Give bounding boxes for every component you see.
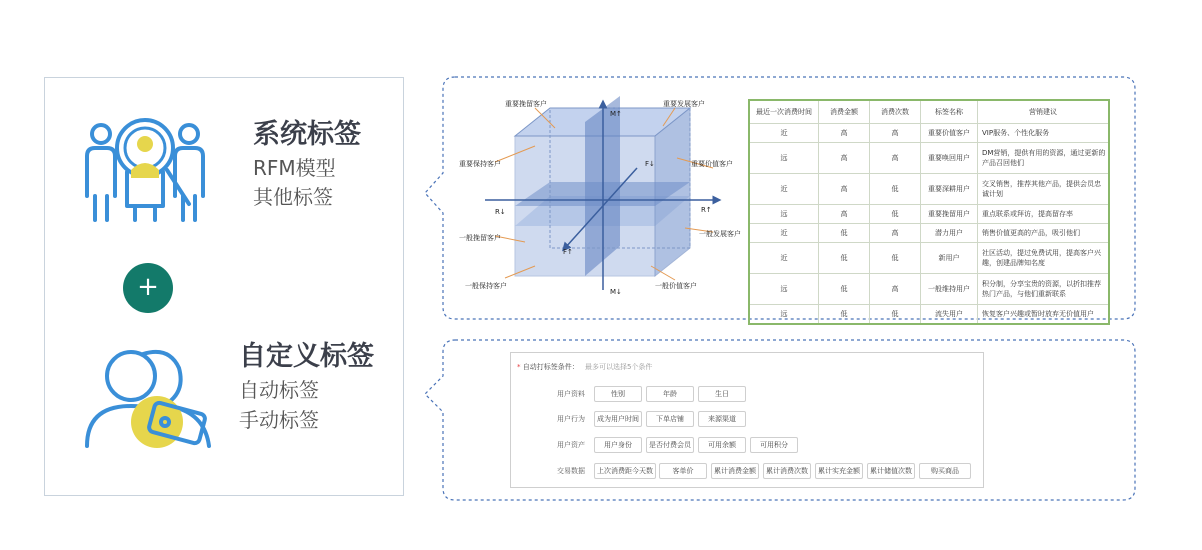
table-row [749,305,1109,325]
axis-f-down: F↑ [563,248,573,256]
table-row [749,143,1109,174]
table-row [749,243,1109,274]
group-label: 交易数据 [557,467,585,475]
segment-label: 一般保持客户 [465,282,507,290]
cell-recency: 近 [749,243,819,274]
column-header: 最近一次消费时间 [749,100,819,124]
cell-recency: 近 [749,224,819,243]
cell-tag-name: 一般维持用户 [921,274,978,305]
cell-monetary: 高 [819,174,870,205]
condition-chip[interactable]: 是否付费会员 [646,437,694,453]
condition-chip[interactable]: 来源渠道 [698,411,746,427]
cell-recency: 远 [749,143,819,174]
form-title: 自动打标签条件： [522,363,579,371]
cell-monetary: 低 [819,243,870,274]
cell-frequency: 低 [870,174,921,205]
rfm-cube-diagram [455,96,745,302]
condition-chip[interactable]: 可用余额 [698,437,746,453]
condition-chip[interactable]: 成为用户时间 [594,411,642,427]
plus-icon: + [123,263,173,313]
cell-recency: 近 [749,174,819,205]
system-tag-rfm: RFM模型 [253,156,336,180]
segment-label: 一般价值客户 [655,282,697,290]
column-header: 消费金额 [819,100,870,124]
segment-label: 重要保持客户 [459,160,501,168]
axis-m-down: M↓ [610,288,622,296]
segment-label: 重要挽留客户 [505,100,547,108]
rfm-table [748,99,1110,325]
cell-suggestion: 销售价值更高的产品，吸引他们 [978,224,1110,243]
group-label: 用户资产 [557,441,585,449]
condition-chip[interactable]: 可用积分 [750,437,798,453]
condition-chip[interactable]: 购买商品 [919,463,971,479]
axis-r-left: R↓ [495,208,506,216]
column-header: 消费次数 [870,100,921,124]
cell-monetary: 高 [819,205,870,224]
cell-monetary: 高 [819,143,870,174]
column-header: 标签名称 [921,100,978,124]
axis-m-up: M↑ [610,110,622,118]
cell-tag-name: 重要唤回用户 [921,143,978,174]
cell-recency: 近 [749,124,819,143]
cell-tag-name: 潜力用户 [921,224,978,243]
group-label: 用户资料 [557,390,585,398]
cell-tag-name: 重要价值客户 [921,124,978,143]
cell-frequency: 高 [870,124,921,143]
tag-types-card [44,77,404,496]
system-tag-other: 其他标签 [253,185,333,209]
segment-label: 重要价值客户 [691,160,733,168]
group-label: 用户行为 [557,415,585,423]
cell-recency: 远 [749,305,819,325]
form-hint: 最多可以选择5个条件 [584,363,653,371]
cell-monetary: 高 [819,124,870,143]
table-row [749,205,1109,224]
cell-tag-name: 流失用户 [921,305,978,325]
cell-recency: 远 [749,205,819,224]
cell-frequency: 高 [870,274,921,305]
required-mark: * [517,363,521,371]
system-tags-title: 系统标签 [253,119,361,150]
condition-chip[interactable]: 用户身份 [594,437,642,453]
cell-suggestion: 社区活动，提过免费试用，提高客户兴趣，创建品牌知名度 [978,243,1110,274]
cell-tag-name: 重要挽留用户 [921,205,978,224]
cell-tag-name: 新用户 [921,243,978,274]
cell-monetary: 低 [819,274,870,305]
table-row [749,124,1109,143]
condition-chip[interactable]: 下单店铺 [646,411,694,427]
table-row [749,224,1109,243]
cell-monetary: 低 [819,224,870,243]
custom-tag-manual: 手动标签 [239,408,319,432]
condition-chip[interactable]: 性别 [594,386,642,402]
cell-recency: 远 [749,274,819,305]
condition-chip[interactable]: 上次消费距今天数 [594,463,656,479]
cell-tag-name: 重要深耕用户 [921,174,978,205]
condition-chip[interactable]: 累计实充金额 [815,463,863,479]
segment-label: 一般挽留客户 [459,234,501,242]
condition-chip[interactable]: 生日 [698,386,746,402]
cell-suggestion: DM营销，提供有用的资源，通过更新的产品召回他们 [978,143,1110,174]
condition-chip[interactable]: 累计消费次数 [763,463,811,479]
segment-label: 一般发展客户 [699,230,741,238]
cell-suggestion: 交叉销售，推荐其他产品，提供会员忠诚计划 [978,174,1110,205]
cell-frequency: 低 [870,205,921,224]
axis-f-up: F↓ [645,160,655,168]
form-header [517,362,652,372]
table-row [749,174,1109,205]
table-row [749,274,1109,305]
auto-tag-condition-form [510,352,984,488]
user-tag-icon [81,342,215,458]
condition-chip[interactable]: 累计储值次数 [867,463,915,479]
segment-label: 重要发展客户 [663,100,705,108]
people-search-icon [79,108,219,224]
custom-tags-title: 自定义标签 [239,341,374,372]
cell-frequency: 高 [870,224,921,243]
cell-frequency: 低 [870,305,921,325]
table-header-row [749,100,1109,124]
condition-chip[interactable]: 客单价 [659,463,707,479]
custom-tag-auto: 自动标签 [239,378,319,402]
condition-chip[interactable]: 累计消费金额 [711,463,759,479]
cell-frequency: 高 [870,143,921,174]
cell-frequency: 低 [870,243,921,274]
condition-chip[interactable]: 年龄 [646,386,694,402]
axis-r-right: R↑ [701,206,712,214]
cell-suggestion: VIP服务、个性化服务 [978,124,1110,143]
cell-suggestion: 积分制，分享宝贵的资源，以折扣推荐热门产品，与他们重新联系 [978,274,1110,305]
cell-suggestion: 重点联系或拜访，提高留存率 [978,205,1110,224]
cell-suggestion: 恢复客户兴趣或暂时放弃无价值用户 [978,305,1110,325]
cell-monetary: 低 [819,305,870,325]
column-header: 营销建议 [978,100,1110,124]
